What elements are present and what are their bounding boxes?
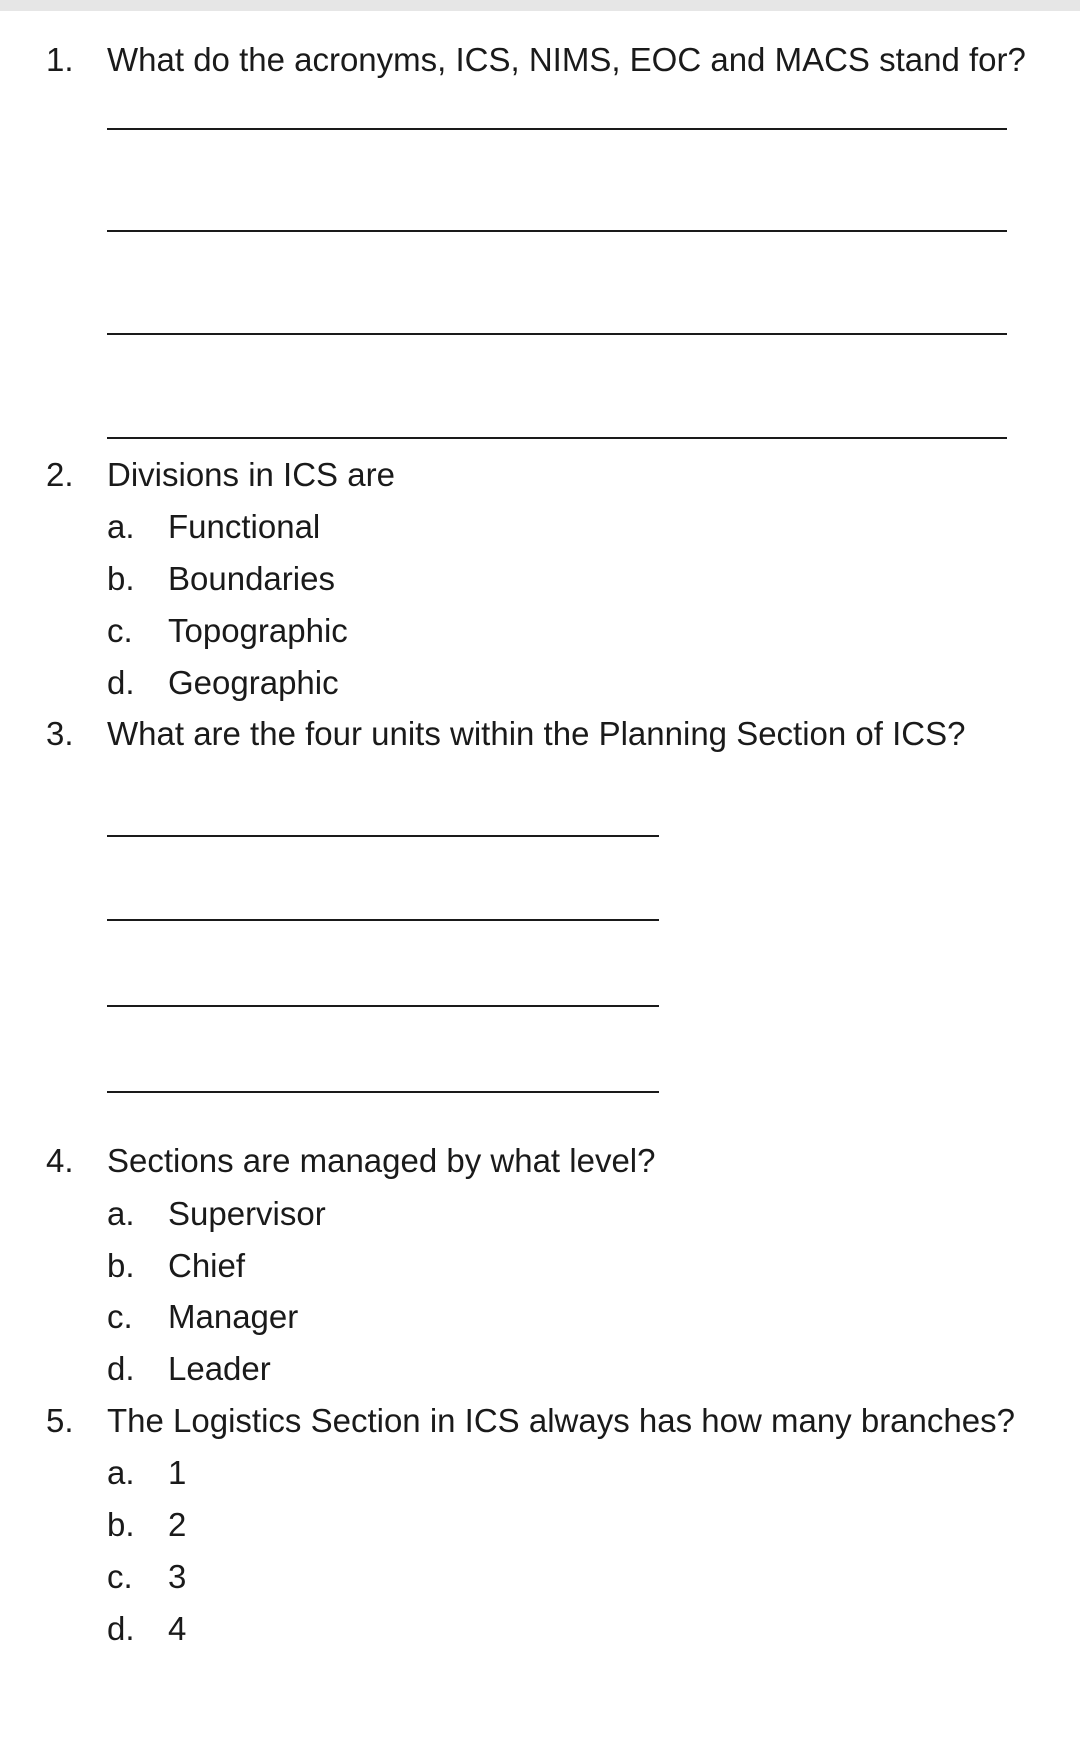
option-letter: b.	[107, 1247, 135, 1284]
option-letter: d.	[107, 1610, 135, 1647]
option-letter: d.	[107, 1350, 135, 1387]
question-number: 5.	[46, 1402, 74, 1439]
question-number: 1.	[46, 41, 74, 78]
answer-line[interactable]	[107, 437, 1007, 439]
question-text: The Logistics Section in ICS always has how many branches?	[107, 1402, 1015, 1439]
option-text[interactable]: Functional	[168, 508, 321, 545]
option-letter: c.	[107, 1558, 133, 1595]
option-letter: a.	[107, 1454, 135, 1491]
option-text[interactable]: Chief	[168, 1247, 246, 1284]
answer-line[interactable]	[107, 1005, 659, 1007]
answer-line[interactable]	[107, 1091, 659, 1093]
option-text[interactable]: 1	[168, 1454, 187, 1491]
question-number: 2.	[46, 456, 74, 493]
answer-line[interactable]	[107, 128, 1007, 130]
option-letter: b.	[107, 1506, 135, 1543]
option-text[interactable]: Leader	[168, 1350, 271, 1387]
option-letter: c.	[107, 612, 133, 649]
question-number: 4.	[46, 1142, 74, 1179]
answer-line[interactable]	[107, 333, 1007, 335]
question-text: What are the four units within the Planning Section of ICS?	[107, 715, 966, 752]
option-text[interactable]: 3	[168, 1558, 187, 1595]
option-letter: b.	[107, 560, 135, 597]
question-text: Sections are managed by what level?	[107, 1142, 656, 1179]
option-text[interactable]: Topographic	[168, 612, 348, 649]
question-text: Divisions in ICS are	[107, 456, 395, 493]
option-letter: d.	[107, 664, 135, 701]
top-bar	[0, 0, 1080, 11]
option-text[interactable]: Boundaries	[168, 560, 335, 597]
answer-line[interactable]	[107, 835, 659, 837]
option-letter: c.	[107, 1298, 133, 1335]
option-text[interactable]: 2	[168, 1506, 187, 1543]
option-text[interactable]: Manager	[168, 1298, 299, 1335]
option-text[interactable]: Supervisor	[168, 1195, 326, 1232]
answer-line[interactable]	[107, 230, 1007, 232]
option-text[interactable]: 4	[168, 1610, 187, 1647]
answer-line[interactable]	[107, 919, 659, 921]
option-letter: a.	[107, 508, 135, 545]
option-text[interactable]: Geographic	[168, 664, 339, 701]
question-text: What do the acronyms, ICS, NIMS, EOC and MACS stand for?	[107, 41, 1026, 78]
question-number: 3.	[46, 715, 74, 752]
option-letter: a.	[107, 1195, 135, 1232]
